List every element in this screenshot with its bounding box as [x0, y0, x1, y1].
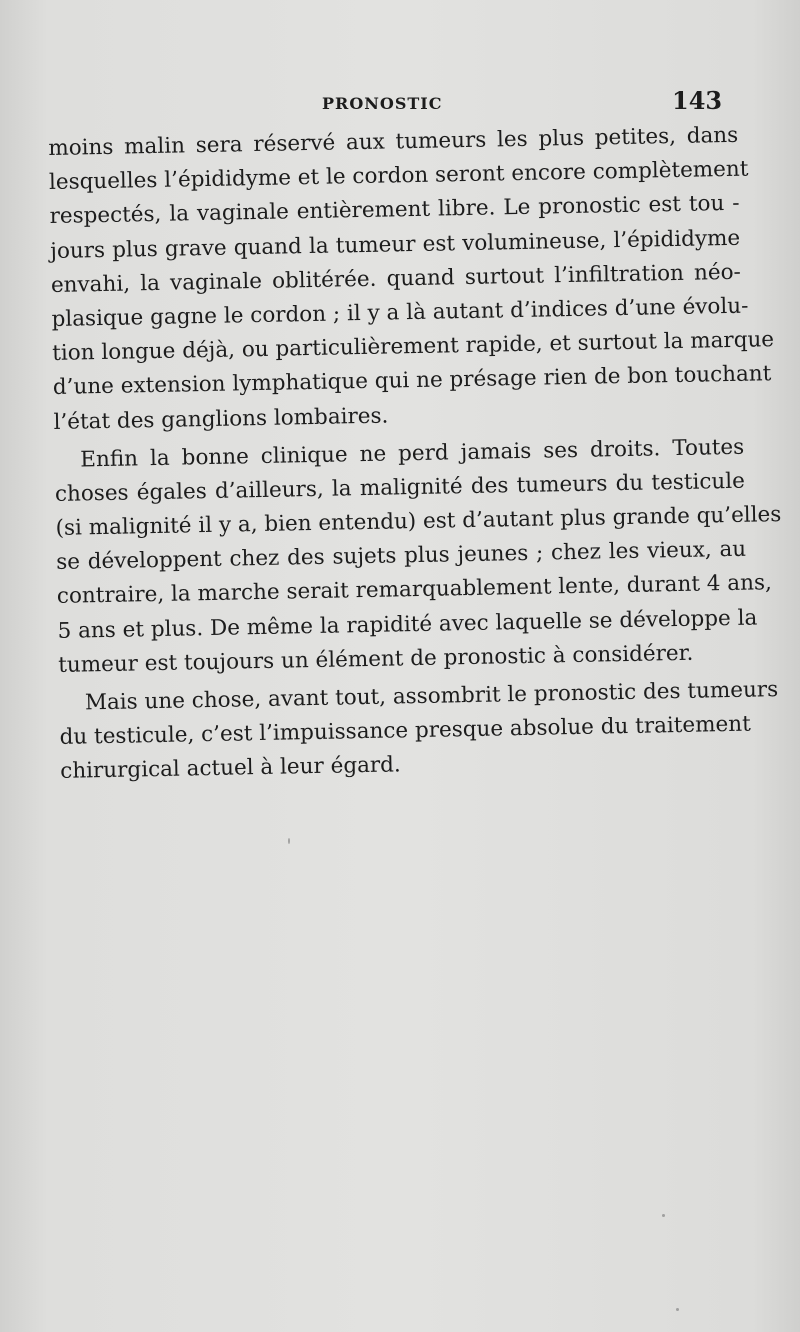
paper-speck: [676, 1308, 679, 1311]
text-line: se développent chez des sujets plus jeunes ; chez les vieux, au: [56, 536, 747, 576]
text-line: moins malin sera réservé aux tumeurs les plus petites, dans: [48, 122, 739, 161]
paragraph-3: [59, 674, 779, 790]
text-line: choses égales d’ailleurs, la malignité des tumeurs du testicule: [54, 468, 746, 507]
text-line: (si malignité il y a, bien entendu) est d’autant plus grande qu’elles: [55, 502, 782, 541]
text-line: plasique gagne le cordon ; il y a là autant d’indices d’une évolu-: [51, 293, 749, 332]
page-number: 143: [672, 86, 723, 115]
paper-speck: [288, 838, 290, 844]
text-line: du testicule, c’est l’impuissance presque absolue du traitement: [59, 711, 751, 751]
text-line: respectés, la vaginale entièrement libre. Le pronostic est tou -: [49, 191, 740, 230]
text-line: contraire, la marche serait remarquablement lente, durant 4 ans,: [56, 570, 773, 610]
text-line: d’une extension lymphatique qui ne présage rien de bon touchant: [52, 361, 772, 401]
paragraph-1: [48, 119, 775, 440]
text-line: tion longue déjà, ou particulièrement rapide, et surtout la marque: [52, 327, 775, 367]
paper-speck: [662, 1214, 665, 1217]
text-line: Enfin la bonne clinique ne perd jamais ses droits. Toutes: [80, 434, 745, 473]
text-line: 5 ans et plus. De même la rapidité avec laquelle se développe la: [57, 605, 758, 644]
body-text: [48, 119, 782, 790]
text-line: l’état des ganglions lombaires.: [53, 403, 389, 435]
running-title: PRONOSTIC: [322, 94, 443, 113]
paragraph-2: [54, 430, 782, 683]
text-line: Mais une chose, avant tout, assombrit le pronostic des tumeurs: [84, 677, 779, 716]
text-line: jours plus grave quand la tumeur est volumineuse, l’épididyme: [50, 225, 741, 264]
text-line: lesquelles l’épididyme et le cordon seront encore complètement: [48, 156, 749, 196]
text-line: envahi, la vaginale oblitérée. quand surtout l’infiltration néo-: [50, 259, 742, 298]
text-line: chirurgical actuel à leur égard.: [60, 752, 402, 785]
text-line: tumeur est toujours un élément de pronostic à considérer.: [57, 640, 694, 678]
